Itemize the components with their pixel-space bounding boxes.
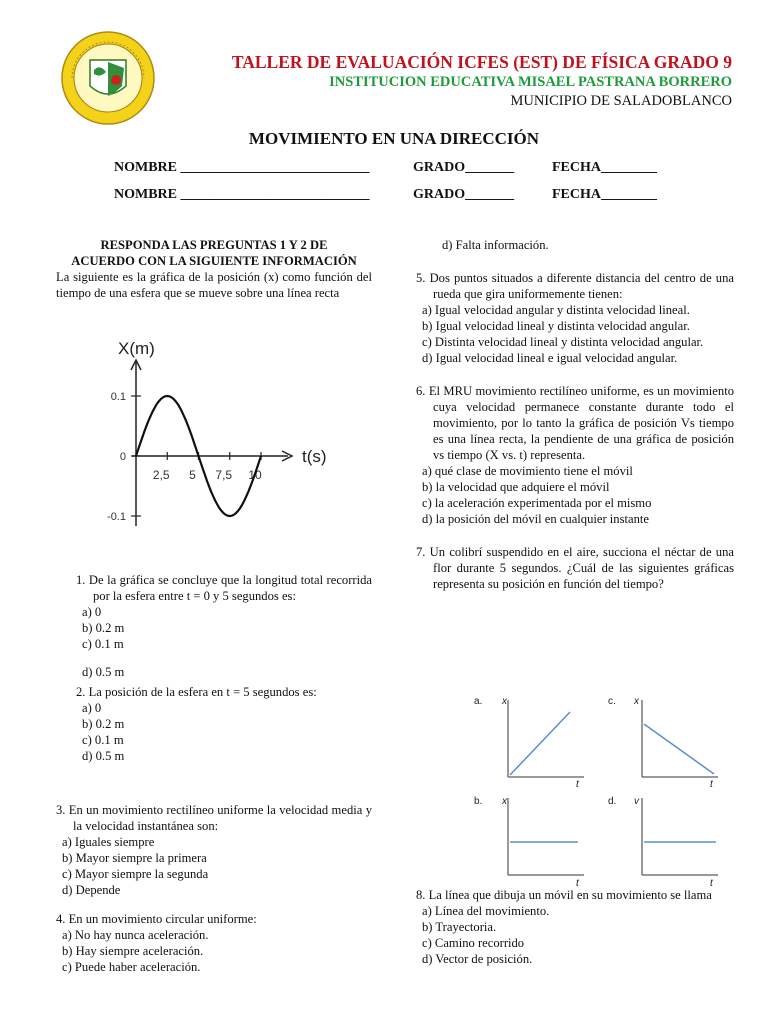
q8-option-a[interactable]: a) Línea del movimiento.	[422, 904, 550, 918]
q2-option-c[interactable]: c) 0.1 m	[82, 733, 124, 747]
q3-option-a[interactable]: a) Iguales siempre	[62, 835, 155, 849]
right-question-8	[416, 887, 734, 967]
q5-option-b[interactable]: b) Igual velocidad lineal y distinta velocidad angular.	[422, 319, 690, 333]
graph-d-xlabel: t	[710, 878, 713, 889]
graph-d-ylabel: v	[634, 796, 639, 807]
q6-option-c[interactable]: c) la aceleración experimentada por el mismo	[422, 496, 652, 510]
q5-option-c[interactable]: c) Distinta velocidad lineal y distinta velocidad angular.	[422, 335, 704, 349]
question-8: 8. La línea que dibuja un móvil en su movimiento se llama	[416, 888, 712, 902]
school-logo	[60, 30, 156, 126]
q1-option-a[interactable]: a) 0	[82, 605, 102, 619]
fecha-field[interactable]: FECHA________	[552, 160, 657, 175]
q8-option-b[interactable]: b) Trayectoria.	[422, 920, 497, 934]
q3-option-b[interactable]: b) Mayor siempre la primera	[62, 851, 207, 865]
q2-option-d[interactable]: d) 0.5 m	[82, 749, 125, 763]
intro-text: La siguiente es la gráfica de la posición (x) como función del tiempo de una esfera que se mueve sobre una línea recta	[56, 270, 372, 300]
q5-option-d[interactable]: d) Igual velocidad lineal e igual velocidad angular.	[422, 351, 678, 365]
q6-option-b[interactable]: b) la velocidad que adquiere el móvil	[422, 480, 610, 494]
left-questions-3-4	[56, 802, 372, 975]
x-tick-label: 2,5	[152, 468, 170, 482]
x-tick-label: 10	[248, 468, 262, 482]
question-6: 6. El MRU movimiento rectilíneo uniforme, es un movimiento cuya velocidad permanece constante durante todo el movimiento, por lo tanto la gráfica de posición Vs tiempo es una línea recta, la pendiente de una gráfica de posición vs tiempo (X vs. t) representa.	[416, 384, 734, 462]
graph-a-ylabel: x	[502, 696, 507, 707]
q1-option-d[interactable]: d) 0.5 m	[82, 665, 125, 679]
instruction-line-2: ACUERDO CON LA SIGUIENTE INFORMACIÓN	[71, 254, 357, 268]
q4-option-a[interactable]: a) No hay nunca aceleración.	[62, 928, 209, 942]
graph-b-ylabel: x	[502, 796, 507, 807]
y-tick-label: 0	[119, 451, 126, 463]
q2-option-a[interactable]: a) 0	[82, 701, 102, 715]
q5-option-a[interactable]: a) Igual velocidad angular y distinta velocidad lineal.	[422, 303, 690, 317]
y-tick-label: 0.1	[110, 391, 126, 403]
graph-c-xlabel: t	[710, 779, 713, 790]
q7-graph-a[interactable]	[474, 696, 584, 790]
nombre-field[interactable]: NOMBRE ___________________________	[114, 160, 370, 175]
q2-option-b[interactable]: b) 0.2 m	[82, 717, 125, 731]
instruction-line-1: RESPONDA LAS PREGUNTAS 1 Y 2 DE	[100, 238, 328, 252]
nombre-field[interactable]: NOMBRE ___________________________	[114, 187, 370, 202]
q6-option-d[interactable]: d) la posición del móvil en cualquier instante	[422, 512, 649, 526]
graph-c-label: c.	[608, 696, 616, 707]
institution-name: INSTITUCION EDUCATIVA MISAEL PASTRANA BORRERO	[329, 74, 732, 90]
q1-option-c[interactable]: c) 0.1 m	[82, 637, 124, 651]
position-time-chart	[100, 330, 340, 530]
question-5: 5. Dos puntos situados a diferente distancia del centro de una rueda que gira uniformemente tienen:	[416, 271, 734, 301]
grado-field[interactable]: GRADO_______	[413, 187, 515, 202]
question-1: 1. De la gráfica se concluye que la longitud total recorrida por la esfera entre t = 0 y 5 segundos es:	[76, 573, 372, 603]
q1-option-b[interactable]: b) 0.2 m	[82, 621, 125, 635]
graph-c-ylabel: x	[634, 696, 639, 707]
x-axis-label: t(s)	[302, 447, 327, 466]
question-3: 3. En un movimiento rectilíneo uniforme la velocidad media y la velocidad instantánea son:	[56, 803, 372, 833]
question-2: 2. La posición de la esfera en t = 5 segundos es:	[76, 685, 317, 699]
q3-option-d[interactable]: d) Depende	[62, 883, 121, 897]
q7-graph-options	[466, 690, 736, 890]
graph-a-xlabel: t	[576, 779, 579, 790]
x-tick-label: 7,5	[215, 468, 233, 482]
q4-option-d[interactable]: d) Falta información.	[442, 238, 549, 252]
graph-c-line	[644, 724, 714, 774]
q3-option-c[interactable]: c) Mayor siempre la segunda	[62, 867, 209, 881]
left-column	[56, 237, 372, 301]
municipality: MUNICIPIO DE SALADOBLANCO	[510, 93, 732, 109]
fecha-field[interactable]: FECHA________	[552, 187, 657, 202]
q7-graph-d[interactable]	[608, 796, 718, 889]
worksheet-title: TALLER DE EVALUACIÓN ICFES (EST) DE FÍSICA GRADO 9	[231, 52, 732, 72]
q4-option-b[interactable]: b) Hay siempre aceleración.	[62, 944, 204, 958]
q8-option-d[interactable]: d) Vector de posición.	[422, 952, 533, 966]
q7-graph-c[interactable]	[608, 696, 718, 790]
question-7: 7. Un colibrí suspendido en el aire, succiona el néctar de una flor durante 5 segundos. ¿Cuál de las siguientes gráficas representa su posición en función del tiempo?	[416, 545, 734, 591]
section-title: MOVIMIENTO EN UNA DIRECCIÓN	[248, 129, 540, 148]
y-axis-label: X(m)	[118, 339, 155, 358]
graph-b-label: b.	[474, 796, 483, 807]
q6-option-a[interactable]: a) qué clase de movimiento tiene el móvil	[422, 464, 633, 478]
question-4: 4. En un movimiento circular uniforme:	[56, 912, 257, 926]
q4-option-c[interactable]: c) Puede haber aceleración.	[62, 960, 201, 974]
graph-d-label: d.	[608, 796, 617, 807]
graph-a-line	[510, 712, 570, 775]
grado-field[interactable]: GRADO_______	[413, 160, 515, 175]
right-column	[416, 237, 734, 592]
y-tick-label: -0.1	[107, 511, 126, 523]
q7-graph-b[interactable]	[474, 796, 584, 889]
graph-a-label: a.	[474, 696, 483, 707]
q8-option-c[interactable]: c) Camino recorrido	[422, 936, 525, 950]
left-questions-1-2	[76, 572, 372, 764]
graph-b-xlabel: t	[576, 878, 579, 889]
x-tick-label: 5	[189, 468, 196, 482]
